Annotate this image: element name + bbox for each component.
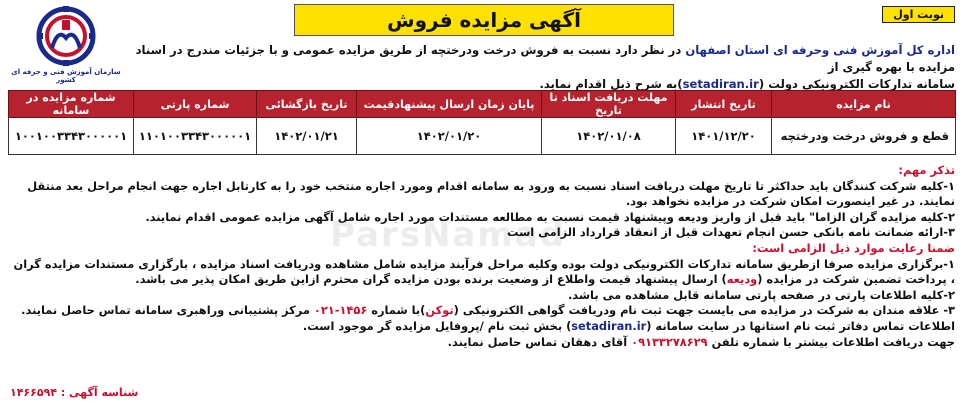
cell-system-number: ۱۰۰۱۰۰۳۳۴۳۰۰۰۰۰۱ [9, 118, 134, 155]
logo-text: سازمان آموزش فنی و حرفه ای کشور [11, 68, 121, 84]
auction-table [8, 90, 956, 155]
compliance-item-3-post: مرکز پشتیبانی وراهبری سامانه تماس حاصل نمایند. [21, 303, 314, 318]
intro-org: اداره کل آموزش فنی وحرفه ای استان اصفهان [685, 43, 955, 57]
col-doc-deadline: مهلت دریافت اسناد تا تاریخ [542, 91, 676, 118]
col-bid-deadline: پایان زمان ارسال پیشنهادقیمت [357, 91, 542, 118]
contact-pre: جهت دریافت اطلاعات بیشتر با شماره تلفن [707, 334, 955, 349]
contact-phone: ۰۹۱۳۳۲۷۸۶۲۹ [631, 334, 708, 349]
intro-line1: در نظر دارد نسبت به فروش درخت ودرختچه از طریق مزایده عمومی و با جزئیات مندرج در اسناد مزایده با بهره گیری از [135, 43, 955, 74]
intro-site-link[interactable]: setadiran.ir [682, 77, 759, 91]
compliance-item-3-mid: )با شماره [367, 303, 426, 318]
round-badge: نوبت اول [882, 6, 955, 23]
page-title: آگهی مزایده فروش [294, 4, 674, 36]
note-item-2: ۲-کلیه مزایده گران الزاما" باید قبل از واریز ودیعه وپیشنهاد قیمت نسبت به مطالعه مستندات مورد اجاره شامل آگهی مزایده عمومی اقدام نمایند. [145, 209, 955, 224]
cell-auction-name: قطع و فروش درخت ودرختچه [772, 118, 956, 155]
col-opening-date: تاریخ بازگشائی [257, 91, 357, 118]
cell-opening-date: ۱۴۰۲/۰۱/۲۱ [257, 118, 357, 155]
note-item-3: ۳-ارائه ضمانت نامه بانکی حسن انجام تعهدات قبل از انعقاد قرارداد الزامی است [507, 225, 955, 240]
organization-logo [6, 4, 126, 86]
intro-line2-post: )به شرح ذیل اقدام نماید. [539, 77, 683, 91]
intro-paragraph [130, 42, 955, 93]
support-phone: ۱۴۵۶-۰۲۱ [313, 303, 368, 318]
registration-pre: اطلاعات تماس دفاتر ثبت نام استانها در سایت سامانه ( [646, 318, 955, 333]
header [0, 0, 963, 38]
col-publish-date: تاریخ انتشار [676, 91, 772, 118]
compliance-item-3-pre: ۳- علاقه مندان به شرکت در مزایده می بایست جهت ثبت نام ودریافت گواهی الکترونیکی ( [453, 303, 955, 318]
watermark: ParsNamad [330, 215, 567, 255]
notes-heading: تذکر مهم: [898, 163, 955, 177]
cell-doc-deadline: ۱۴۰۲/۰۱/۰۸ [542, 118, 676, 155]
ad-number: شناسه آگهی : ۱۴۶۶۵۹۴ [10, 386, 139, 399]
registration-info [8, 319, 955, 335]
cell-party-number: ۱۱۰۱۰۰۳۳۴۳۰۰۰۰۰۱ [134, 118, 257, 155]
contact-post: آقای دهقان تماس حاصل نمایند. [447, 334, 632, 349]
compliance-item-1 [8, 257, 955, 288]
registration-site-link[interactable]: setadiran.ir [571, 318, 647, 333]
compliance-heading: ضمنا رعایت موارد ذیل الزامی است: [752, 240, 955, 255]
col-party-number: شماره پارتی [134, 91, 257, 118]
cell-bid-deadline: ۱۴۰۲/۰۱/۲۰ [357, 118, 542, 155]
ad-body [8, 163, 955, 350]
cell-publish-date: ۱۴۰۱/۱۲/۲۰ [676, 118, 772, 155]
table-row [9, 118, 956, 155]
note-item-1: ۱-کلیه شرکت کنندگان باید حداکثر تا تاریخ مهلت دریافت اسناد نسبت به ورود به سامانه اقدام ومورد اجاره منتخب خود را به کارتابل اجاره جهت انجام مراحل بعد منتقل نمایند. در غیر اینصورت امکان شرکت در مزایده نخواهد بود. [27, 178, 955, 209]
compliance-item-3 [8, 303, 955, 319]
token-term: توکن [425, 303, 454, 318]
contact-info [8, 335, 955, 351]
compliance-item-2: ۲-کلیه اطلاعات پارتی در صفحه پارتی سامانه قابل مشاهده می باشد. [567, 287, 955, 302]
compliance-item-1-post: ) ارسال پیشنهاد قیمت واطلاع از وضعیت برنده بودن مزایده گران محترم ازاین طریق امکان پذیر می باشد. [135, 272, 727, 287]
table-header-row [9, 91, 956, 118]
col-system-number: شماره مزایده در سامانه [9, 91, 134, 118]
registration-post: ) بخش ثبت نام /پروفایل مزایده گر موجود است. [302, 318, 572, 333]
deposit-term: ودیعه [726, 272, 758, 287]
intro-line2-pre: سامانه تدارکات الکترونیکی دولت ( [758, 77, 955, 91]
col-auction-name: نام مزایده [772, 91, 956, 118]
compliance-item-1-pre: ۱-برگزاری مزایده صرفا ازطریق سامانه تدارکات الکترونیکی دولت بوده وکلیه مراحل فرآیند مزایده شامل مشاهده ودریافت اسناد مزایده ، بارگزاری مستندات مزایده گران ، پرداخت تضمین شرکت در مزایده ( [13, 256, 955, 287]
